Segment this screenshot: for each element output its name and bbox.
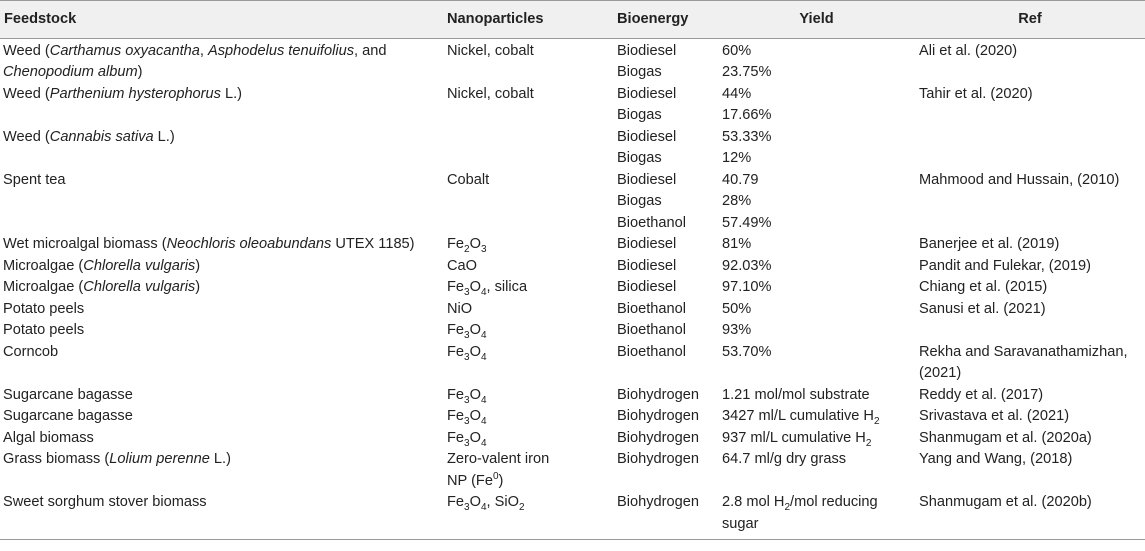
text-segment: 23.75% (722, 64, 772, 80)
text-segment: 3427 ml/L cumulative H (722, 408, 874, 424)
text-segment: Lolium perenne (109, 451, 210, 467)
cell-nanoparticles (443, 385, 613, 407)
text-segment: 4 (480, 415, 487, 427)
cell-nanoparticles (443, 406, 613, 428)
text-segment: Wet microalgal biomass ( (3, 236, 167, 252)
cell-feedstock (0, 406, 443, 428)
text-segment: O (469, 279, 481, 295)
header-bioenergy: Bioenergy (613, 1, 718, 39)
bioenergy-value: Biogas (617, 193, 662, 209)
text-segment: Weed ( (3, 128, 50, 145)
cell-nanoparticles (443, 449, 613, 492)
table-body (0, 38, 1145, 535)
bioenergy-value: Bioethanol (617, 322, 686, 338)
table-row (0, 492, 1145, 535)
text-segment: Chenopodium album (3, 64, 138, 80)
text-segment: Weed ( (3, 42, 50, 59)
cell-feedstock (0, 428, 443, 450)
text-segment: /mol reducing (790, 494, 878, 510)
cell-bioenergy (613, 170, 718, 235)
cell-yield (718, 170, 915, 235)
cell-bioenergy (613, 234, 718, 256)
text-segment: Fe (447, 408, 465, 424)
text-segment: Neochloris oleoabundans (166, 236, 332, 252)
cell-ref (915, 127, 1145, 170)
cell-bioenergy (613, 406, 718, 428)
text-segment: Reddy et al. (2017) (919, 386, 1044, 403)
table-row (0, 256, 1145, 278)
text-segment: Zero-valent iron (447, 451, 550, 467)
text-segment: 4 (480, 351, 487, 363)
text-segment: , (199, 42, 208, 59)
text-segment: Sanusi et al. (2021) (919, 300, 1046, 317)
text-segment: 28% (722, 193, 752, 209)
table-row (0, 84, 1145, 127)
cell-yield (718, 342, 915, 385)
bioenergy-value: Biohydrogen (617, 429, 699, 446)
text-segment: Fe (447, 386, 465, 403)
text-segment: 4 (480, 329, 487, 341)
bioenergy-value: Bioethanol (617, 300, 686, 317)
text-segment: Nickel, cobalt (447, 42, 534, 59)
text-segment: 3 (480, 243, 487, 255)
header-feedstock: Feedstock (0, 1, 443, 39)
text-segment: Potato peels (3, 300, 85, 317)
text-segment: 2.8 mol H (722, 494, 785, 510)
cell-ref (915, 449, 1145, 492)
cell-nanoparticles (443, 127, 613, 170)
text-segment: , SiO (486, 494, 519, 510)
text-segment: UTEX 1185) (331, 236, 415, 252)
table-row (0, 342, 1145, 385)
text-segment: Fe (447, 429, 465, 446)
text-segment: sugar (722, 515, 759, 532)
cell-ref (915, 385, 1145, 407)
header-yield: Yield (718, 1, 915, 39)
cell-ref (915, 38, 1145, 84)
text-segment: 4 (480, 437, 487, 449)
table-footer-rule (0, 535, 1145, 540)
cell-ref (915, 342, 1145, 385)
text-segment: L.) (153, 128, 175, 145)
text-segment: 2 (784, 501, 791, 513)
cell-bioenergy (613, 127, 718, 170)
header-nanoparticles: Nanoparticles (443, 1, 613, 39)
text-segment: 40.79 (722, 171, 759, 188)
text-segment: O (469, 386, 481, 403)
cell-yield (718, 449, 915, 492)
text-segment: 3 (464, 394, 470, 406)
cell-nanoparticles (443, 256, 613, 278)
text-segment: Mahmood and Hussain, (2010) (919, 171, 1120, 188)
text-segment: 2 (865, 437, 872, 449)
text-segment: CaO (447, 257, 478, 274)
bioenergy-value: Biogas (617, 150, 662, 166)
cell-feedstock (0, 170, 443, 235)
text-segment: Nickel, cobalt (447, 85, 534, 102)
text-segment: Rekha and Saravanathamizhan, (919, 343, 1128, 360)
cell-yield (718, 84, 915, 127)
table-row (0, 38, 1145, 84)
text-segment: O (469, 429, 481, 446)
text-segment: O (469, 408, 481, 424)
text-segment: , silica (486, 279, 528, 295)
cell-feedstock (0, 385, 443, 407)
text-segment: Shanmugam et al. (2020b) (919, 494, 1092, 510)
text-segment: 92.03% (722, 257, 772, 274)
cell-nanoparticles (443, 342, 613, 385)
cell-bioenergy (613, 38, 718, 84)
bioenergy-value: Bioethanol (617, 214, 686, 231)
text-segment: 81% (722, 236, 752, 252)
text-segment: 2 (873, 415, 880, 427)
cell-feedstock (0, 320, 443, 342)
cell-ref (915, 170, 1145, 235)
cell-yield (718, 428, 915, 450)
cell-bioenergy (613, 84, 718, 127)
cell-ref (915, 256, 1145, 278)
bioenergy-value: Biohydrogen (617, 451, 699, 467)
cell-nanoparticles (443, 299, 613, 321)
text-segment: 3 (464, 329, 470, 341)
text-segment: ) (498, 472, 504, 489)
cell-ref (915, 492, 1145, 535)
text-segment: Fe (447, 279, 465, 295)
text-segment: 3 (464, 415, 470, 427)
cell-feedstock (0, 234, 443, 256)
text-segment: O (469, 494, 481, 510)
cell-ref (915, 299, 1145, 321)
text-segment: 2 (518, 501, 525, 513)
text-segment: ) (137, 64, 143, 80)
text-segment: Fe (447, 343, 465, 360)
text-segment: O (469, 236, 481, 252)
text-segment: Algal biomass (3, 429, 94, 446)
cell-bioenergy (613, 428, 718, 450)
cell-feedstock (0, 84, 443, 127)
text-segment: Spent tea (3, 171, 66, 188)
bioenergy-value: Biodiesel (617, 85, 677, 102)
bioenergy-value: Biodiesel (617, 236, 677, 252)
cell-ref (915, 320, 1145, 342)
cell-feedstock (0, 299, 443, 321)
text-segment: Sugarcane bagasse (3, 408, 133, 424)
table-row (0, 428, 1145, 450)
header-row (0, 1, 1145, 39)
text-segment: 53.70% (722, 343, 772, 360)
cell-feedstock (0, 492, 443, 535)
cell-yield (718, 320, 915, 342)
bioenergy-value: Bioethanol (617, 343, 686, 360)
text-segment: L.) (220, 85, 243, 102)
table-row (0, 170, 1145, 235)
cell-yield (718, 406, 915, 428)
text-segment: 0 (492, 470, 499, 482)
text-segment: 4 (480, 501, 487, 513)
bioenergy-value: Biodiesel (617, 171, 677, 188)
bioenergy-value: Biodiesel (617, 128, 677, 145)
cell-bioenergy (613, 299, 718, 321)
text-segment: 4 (480, 394, 487, 406)
text-segment: 57.49% (722, 214, 772, 231)
text-segment: L.) (209, 451, 231, 467)
text-segment: Pandit and Fulekar, (2019) (919, 257, 1091, 274)
cell-bioenergy (613, 320, 718, 342)
text-segment: Cobalt (447, 171, 490, 188)
text-segment: Microalgae ( (3, 279, 84, 295)
text-segment: O (469, 322, 481, 338)
cell-nanoparticles (443, 428, 613, 450)
text-segment: Srivastava et al. (2021) (919, 408, 1070, 424)
text-segment: 3 (464, 351, 470, 363)
text-segment: 64.7 ml/g dry grass (722, 451, 847, 467)
text-segment: Fe (447, 236, 465, 252)
cell-nanoparticles (443, 170, 613, 235)
text-segment: Weed ( (3, 85, 50, 102)
cell-yield (718, 256, 915, 278)
cell-nanoparticles (443, 38, 613, 84)
cell-bioenergy (613, 385, 718, 407)
cell-nanoparticles (443, 234, 613, 256)
table-row (0, 234, 1145, 256)
text-segment: 3 (464, 501, 470, 513)
text-segment: 50% (722, 300, 752, 317)
text-segment: (2021) (919, 365, 962, 381)
cell-yield (718, 234, 915, 256)
text-segment: Tahir et al. (2020) (919, 85, 1033, 102)
text-segment: 937 ml/L cumulative H (722, 429, 866, 446)
text-segment: Parthenium hysterophorus (49, 85, 221, 102)
cell-bioenergy (613, 256, 718, 278)
text-segment: 60% (722, 42, 752, 59)
cell-bioenergy (613, 277, 718, 299)
text-segment: Asphodelus tenuifolius (207, 42, 355, 59)
bioenergy-value: Biohydrogen (617, 386, 699, 403)
cell-bioenergy (613, 342, 718, 385)
text-segment: Potato peels (3, 322, 85, 338)
table-row (0, 299, 1145, 321)
text-segment: Grass biomass ( (3, 451, 110, 467)
cell-nanoparticles (443, 492, 613, 535)
table-row (0, 127, 1145, 170)
text-segment: Microalgae ( (3, 257, 84, 274)
text-segment: NiO (447, 300, 473, 317)
text-segment: Ali et al. (2020) (919, 42, 1018, 59)
table-row (0, 449, 1145, 492)
text-segment: Shanmugam et al. (2020a) (919, 429, 1092, 446)
text-segment: Cannabis sativa (49, 128, 154, 145)
cell-yield (718, 127, 915, 170)
cell-nanoparticles (443, 84, 613, 127)
cell-yield (718, 277, 915, 299)
table-row (0, 277, 1145, 299)
text-segment: Carthamus oxyacantha (49, 42, 200, 59)
text-segment: 97.10% (722, 279, 772, 295)
cell-yield (718, 38, 915, 84)
text-segment: O (469, 343, 481, 360)
text-segment: ) (195, 257, 201, 274)
text-segment: 17.66% (722, 107, 772, 123)
text-segment: Sugarcane bagasse (3, 386, 133, 403)
table-row (0, 406, 1145, 428)
text-segment: Banerjee et al. (2019) (919, 236, 1060, 252)
cell-feedstock (0, 449, 443, 492)
bioenergy-value: Biodiesel (617, 257, 677, 274)
text-segment: 93% (722, 322, 752, 338)
header-ref: Ref (915, 1, 1145, 39)
text-segment: Chlorella vulgaris (83, 279, 196, 295)
text-segment: , and (354, 42, 387, 59)
table-header (0, 1, 1145, 39)
cell-ref (915, 406, 1145, 428)
cell-yield (718, 385, 915, 407)
cell-bioenergy (613, 492, 718, 535)
cell-feedstock (0, 342, 443, 385)
cell-bioenergy (613, 449, 718, 492)
text-segment: Chiang et al. (2015) (919, 279, 1048, 295)
cell-ref (915, 428, 1145, 450)
text-segment: 12% (722, 150, 752, 166)
cell-ref (915, 234, 1145, 256)
text-segment: 3 (464, 286, 470, 298)
text-segment: 3 (464, 437, 470, 449)
text-segment: 53.33% (722, 128, 772, 145)
cell-feedstock (0, 277, 443, 299)
text-segment: 44% (722, 85, 752, 102)
bioenergy-value: Biodiesel (617, 279, 677, 295)
text-segment: 1.21 mol/mol substrate (722, 386, 870, 403)
text-segment: Yang and Wang, (2018) (919, 451, 1073, 467)
table-row (0, 320, 1145, 342)
cell-ref (915, 277, 1145, 299)
bioenergy-value: Biohydrogen (617, 494, 699, 510)
text-segment: Corncob (3, 343, 59, 360)
text-segment: Fe (447, 494, 465, 510)
cell-nanoparticles (443, 277, 613, 299)
bioenergy-value: Biogas (617, 107, 662, 123)
cell-yield (718, 299, 915, 321)
bioenergy-value: Biohydrogen (617, 408, 699, 424)
table-row (0, 385, 1145, 407)
cell-yield (718, 492, 915, 535)
text-segment: Sweet sorghum stover biomass (3, 494, 207, 510)
text-segment: 4 (480, 286, 487, 298)
bioenergy-value: Biodiesel (617, 42, 677, 59)
cell-nanoparticles (443, 320, 613, 342)
text-segment: Fe (447, 322, 465, 338)
cell-feedstock (0, 127, 443, 170)
text-segment: 2 (464, 243, 470, 255)
cell-feedstock (0, 38, 443, 84)
text-segment: ) (195, 279, 201, 295)
cell-feedstock (0, 256, 443, 278)
cell-ref (915, 84, 1145, 127)
text-segment: NP (Fe (447, 472, 493, 489)
text-segment: Chlorella vulgaris (83, 257, 196, 274)
bioenergy-value: Biogas (617, 64, 662, 80)
